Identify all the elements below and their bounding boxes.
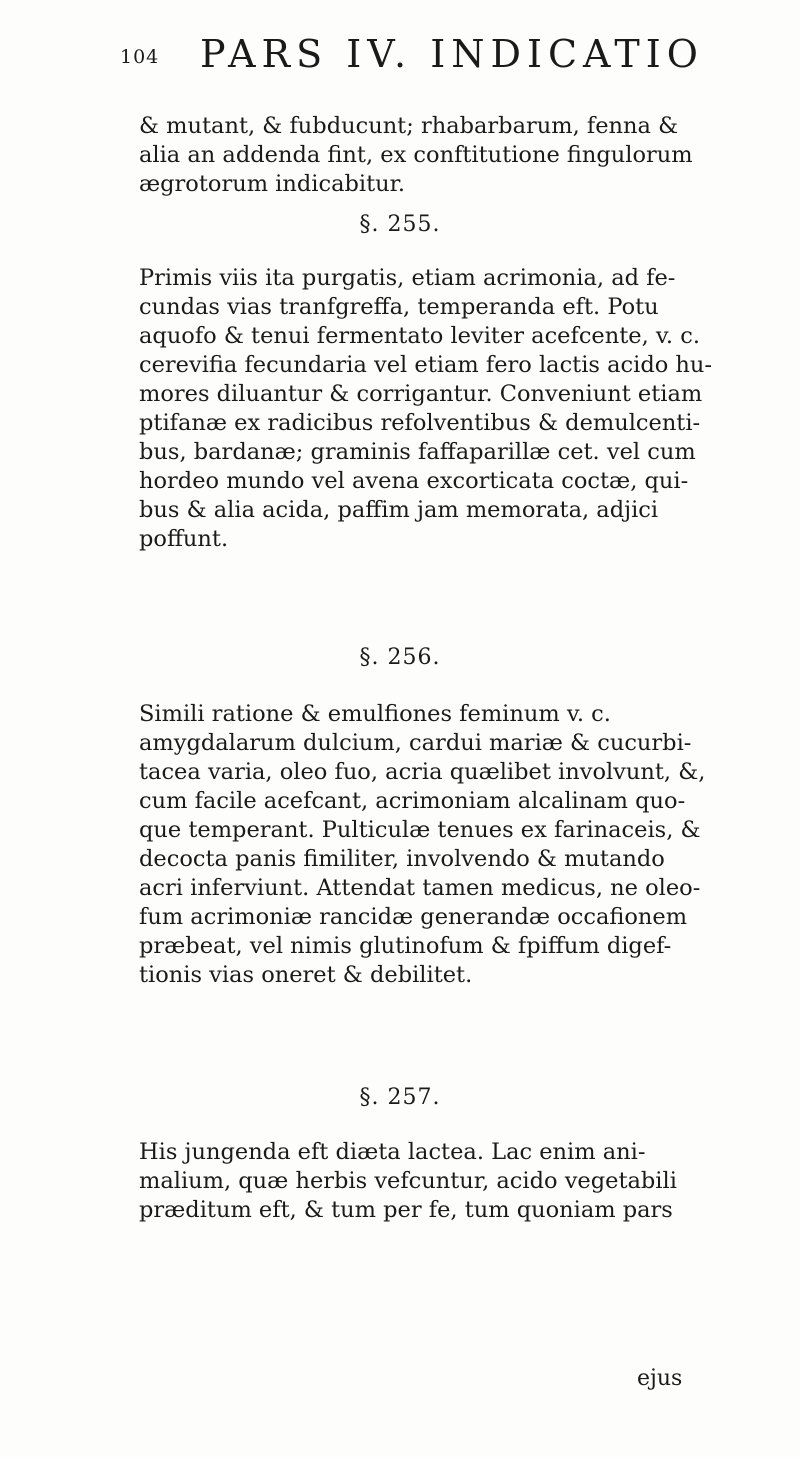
text-line: Simili ratione & emulfiones feminum v. c. bbox=[139, 701, 611, 727]
text-line: malium, quæ herbis vefcuntur, acido vegetabili bbox=[139, 1168, 677, 1194]
text-line: cundas vias tranfgreffa, temperanda eft. Potu bbox=[139, 294, 659, 320]
running-title: PARS IV. INDICATIO bbox=[200, 32, 704, 76]
text-line: alia an addenda fint, ex conftitutione fingulorum bbox=[139, 142, 693, 168]
text-line: decocta panis fimiliter, involvendo & mutando bbox=[139, 846, 665, 872]
text-line: fum acrimoniæ rancidæ generandæ occafionem bbox=[139, 904, 688, 930]
opening-paragraph bbox=[139, 112, 693, 199]
text-line: Primis viis ita purgatis, etiam acrimonia, ad fe- bbox=[139, 265, 676, 291]
paragraph-255 bbox=[139, 264, 713, 554]
text-line: & mutant, & fubducunt; rhabarbarum, fenna & bbox=[139, 113, 679, 139]
text-line: bus, bardanæ; graminis faffaparillæ cet. vel cum bbox=[139, 439, 696, 465]
text-line: ægrotorum indicabitur. bbox=[139, 171, 406, 197]
text-line: præbeat, vel nimis glutinofum & fpiffum digef- bbox=[139, 933, 672, 959]
section-mark-255: §. 255. bbox=[359, 212, 441, 237]
text-line: bus & alia acida, paffim jam memorata, adjici bbox=[139, 497, 659, 523]
text-line: hordeo mundo vel avena excorticata coctæ, qui- bbox=[139, 468, 689, 494]
text-line: acri inferviunt. Attendat tamen medicus, ne oleo- bbox=[139, 875, 701, 901]
catchword: ejus bbox=[637, 1366, 683, 1391]
paragraph-256 bbox=[139, 700, 706, 990]
text-line: tacea varia, oleo fuo, acria quælibet involvunt, &, bbox=[139, 759, 706, 785]
section-mark-257: §. 257. bbox=[359, 1085, 441, 1110]
text-line: tionis vias oneret & debilitet. bbox=[139, 962, 473, 988]
text-line: aquofo & tenui fermentato leviter acefcente, v. c. bbox=[139, 323, 700, 349]
text-line: His jungenda eft diæta lactea. Lac enim ani- bbox=[139, 1139, 646, 1165]
text-line: que temperant. Pulticulæ tenues ex farinaceis, & bbox=[139, 817, 701, 843]
paragraph-257 bbox=[139, 1138, 679, 1225]
text-line: cerevifia fecundaria vel etiam fero lactis acido hu- bbox=[139, 352, 713, 378]
text-line: cum facile acefcant, acrimoniam alcalinam quo- bbox=[139, 788, 686, 814]
text-line: præditum eft, & tum per fe, tum quoniam pars bbox=[139, 1197, 673, 1223]
page-number: 104 bbox=[120, 46, 160, 68]
text-line: amygdalarum dulcium, cardui mariæ & cucurbi- bbox=[139, 730, 692, 756]
text-line: ptifanæ ex radicibus refolventibus & demulcenti- bbox=[139, 410, 701, 436]
text-line: mores diluantur & corrigantur. Conveniunt etiam bbox=[139, 381, 703, 407]
text-line: poffunt. bbox=[139, 526, 229, 552]
running-head bbox=[120, 28, 704, 88]
section-mark-256: §. 256. bbox=[359, 645, 441, 670]
